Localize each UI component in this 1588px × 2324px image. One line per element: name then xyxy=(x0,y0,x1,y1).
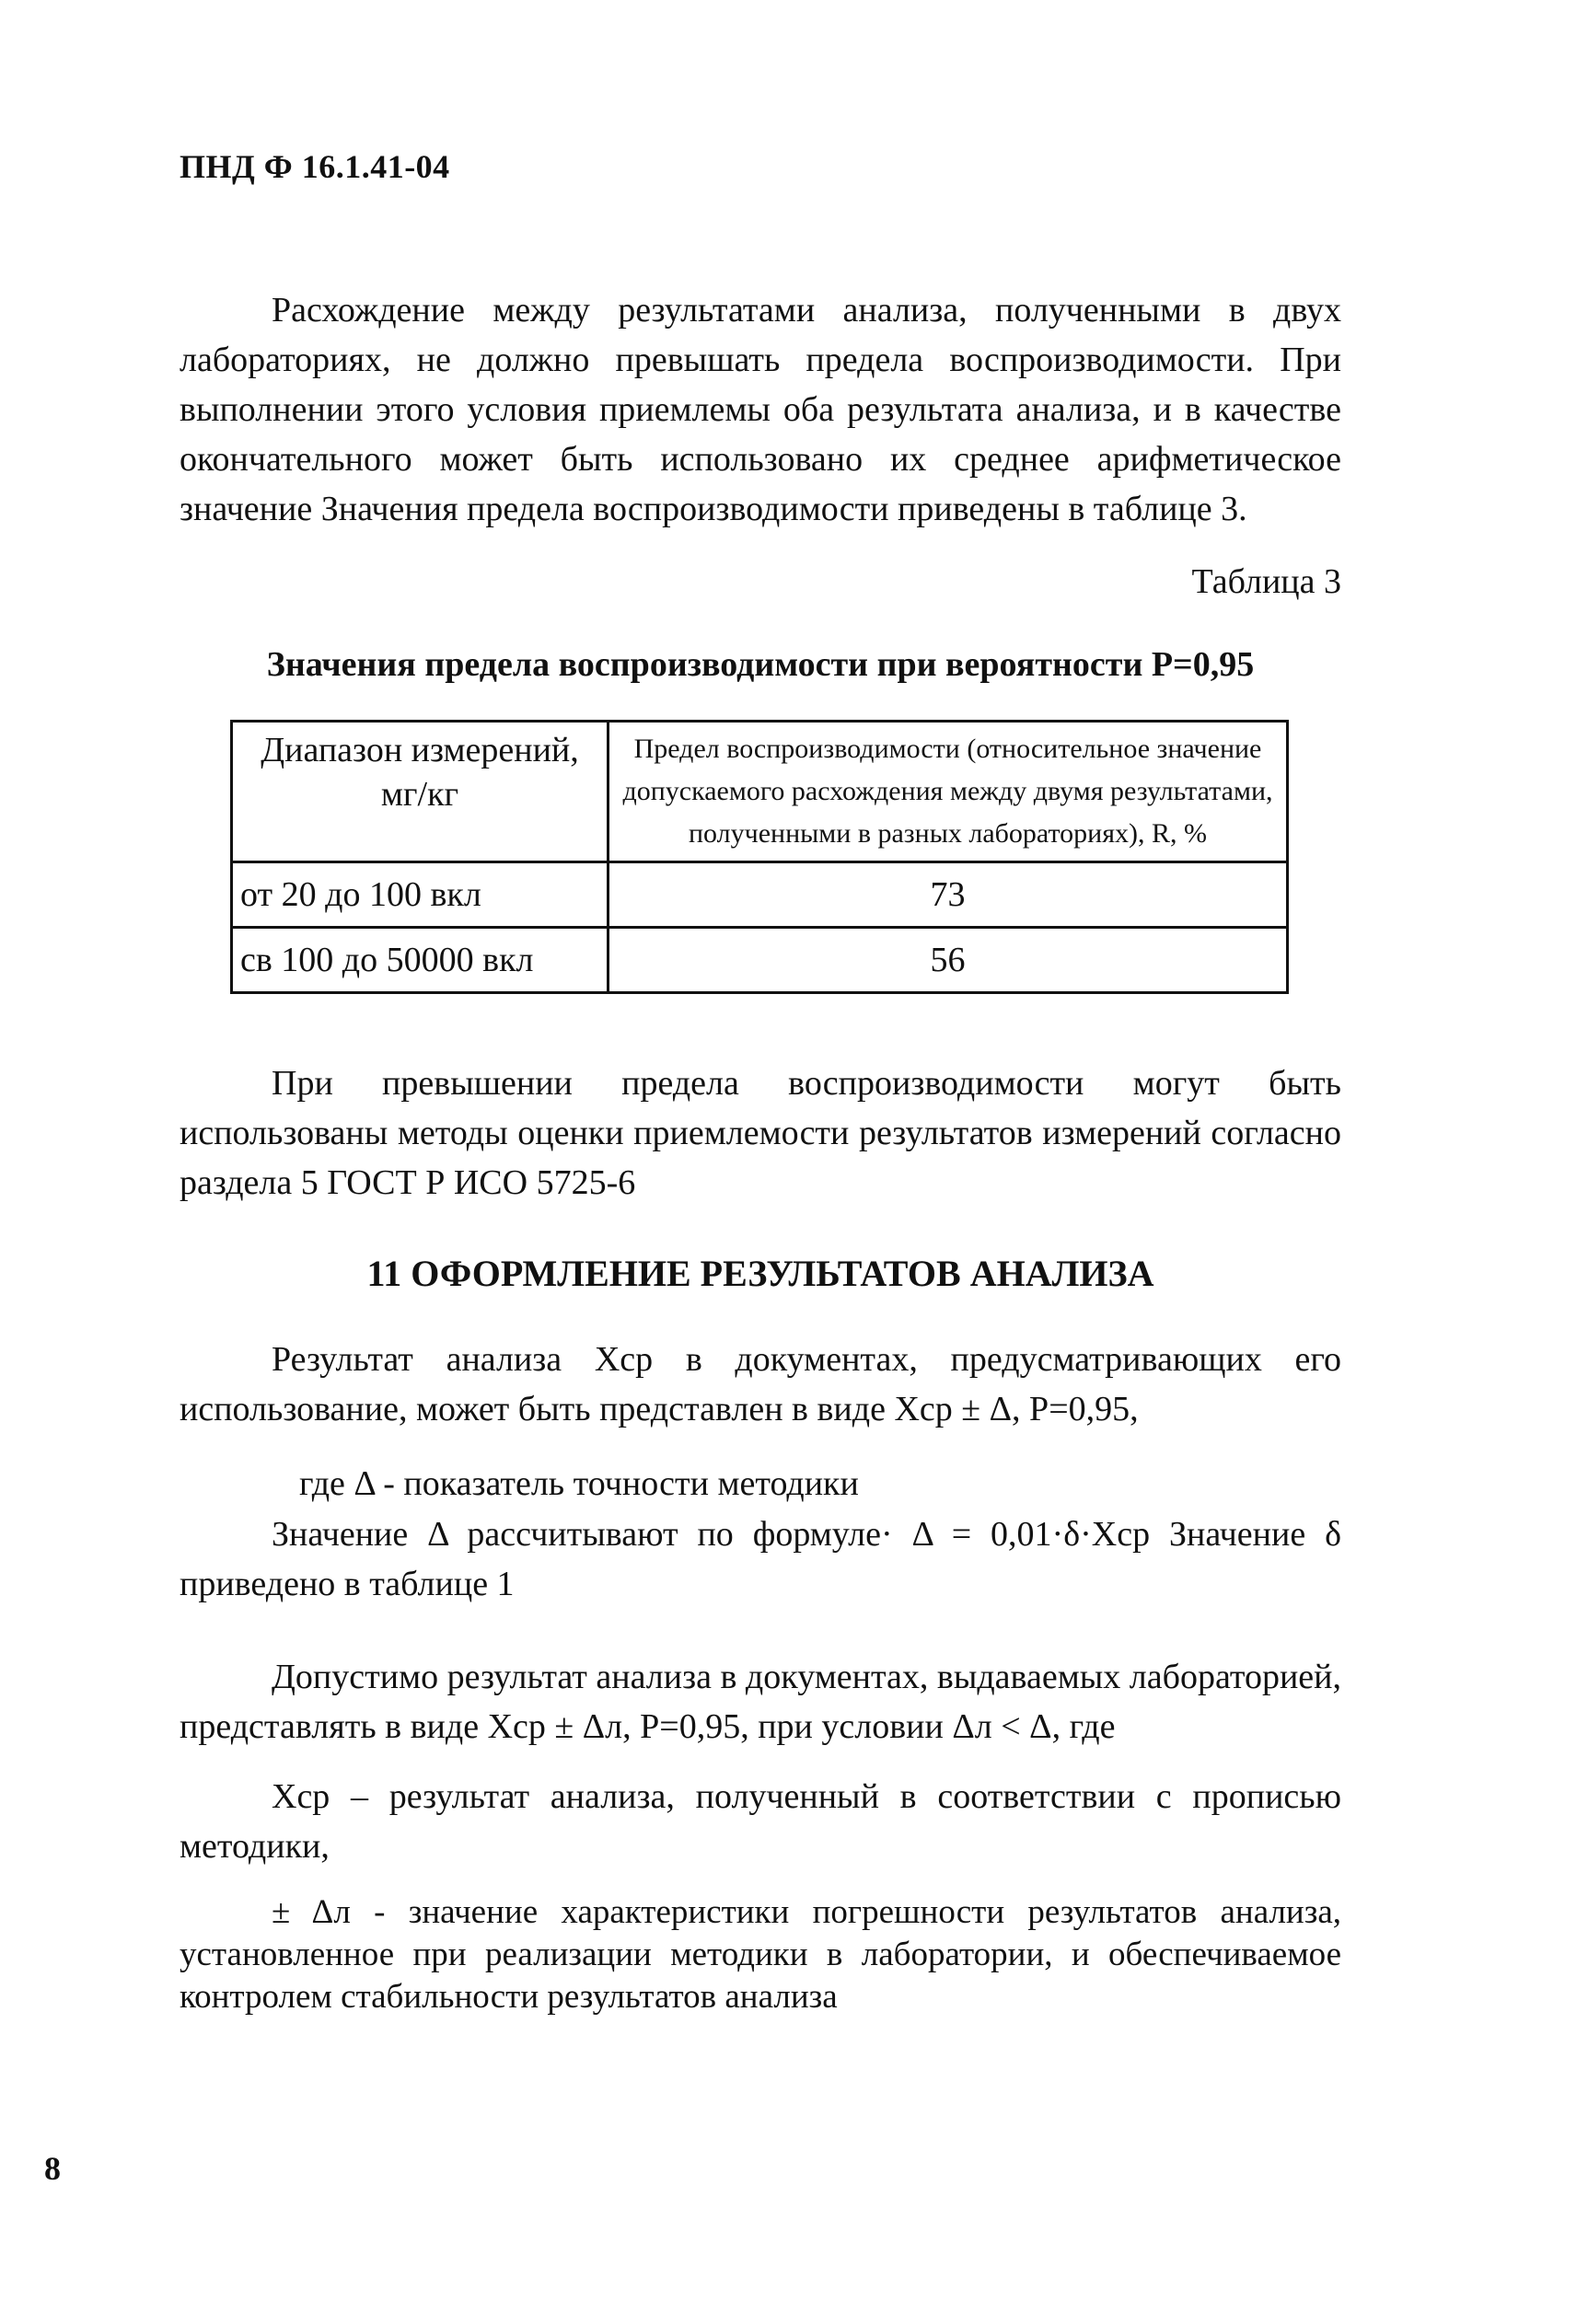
paragraph-delta-definition: где Δ - показатель точности методики xyxy=(299,1464,859,1503)
paragraph-delta-lab-definition: ± Δл - значение характеристики погрешности результатов анализа, установленное при реализации методики в лаборатории, и обеспечиваемое контролем стабильности результатов анализа xyxy=(180,1893,1341,2016)
table-cell-range: св 100 до 50000 вкл xyxy=(232,928,609,993)
document-code: ПНД Ф 16.1.41-04 xyxy=(180,148,450,185)
paragraph-delta-formula: Значение Δ рассчитывают по формуле· Δ = 0,01·δ·Xср Значение δ приведено в таблице 1 xyxy=(180,1515,1341,1603)
paragraph-lab-result-form: Допустимо результат анализа в документах, выдаваемых лабораторией, представлять в виде Xср ± Δл, Р=0,95, при условии Δл < Δ, где xyxy=(180,1658,1341,1746)
paragraph-result-form: Результат анализа Xср в документах, предусматривающих его использование, может быть представлен в виде Xср ± Δ, Р=0,95, xyxy=(180,1340,1341,1428)
column-header-range: Диапазон измерений, мг/кг xyxy=(232,722,609,862)
page-number: 8 xyxy=(44,2150,61,2187)
table-title: Значения предела воспроизводимости при вероятности Р=0,95 xyxy=(266,645,1255,684)
table-cell-range: от 20 до 100 вкл xyxy=(232,862,609,928)
table-row xyxy=(232,928,1288,993)
column-header-limit: Предел воспроизводимости (относительное значение допускаемого расхождения между двумя результатами, полученными в разных лабораториях), R, % xyxy=(609,722,1288,862)
reproducibility-table xyxy=(230,720,1289,994)
paragraph-exceeding-limit: При превышении предела воспроизводимости могут быть использованы методы оценки приемлемости результатов измерений согласно раздела 5 ГОСТ Р ИСО 5725-6 xyxy=(180,1064,1341,1202)
paragraph-reproducibility: Расхождение между результатами анализа, полученными в двух лабораториях, не должно превышать предела воспроизводимости. При выполнении этого условия приемлемы оба результата анализа, и в качестве окончательного может быть использовано их среднее арифметическое значение Значения предела воспроизводимости приведены в таблице 3. xyxy=(180,291,1341,528)
section-title: 11 ОФОРМЛЕНИЕ РЕЗУЛЬТАТОВ АНАЛИЗА xyxy=(366,1253,1154,1294)
table-cell-value: 73 xyxy=(609,862,1288,928)
table-header-row xyxy=(232,722,1288,862)
table-label: Таблица 3 xyxy=(1191,562,1341,601)
table-row xyxy=(232,862,1288,928)
table-cell-value: 56 xyxy=(609,928,1288,993)
paragraph-xcp-definition: Xср – результат анализа, полученный в соответствии с прописью методики, xyxy=(180,1777,1341,1866)
